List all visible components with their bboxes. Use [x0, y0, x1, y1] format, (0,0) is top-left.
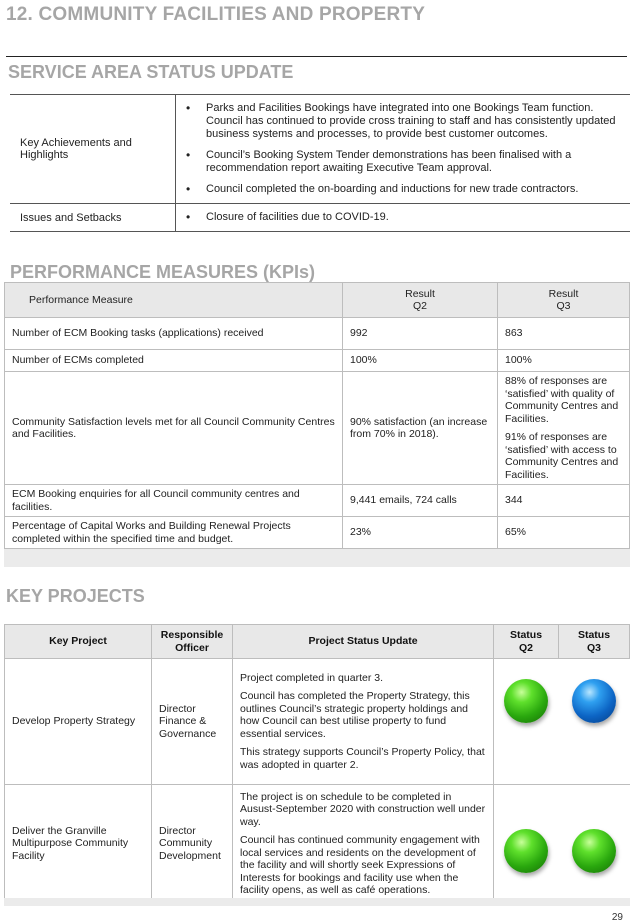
status-q3-cell: [559, 785, 630, 903]
list-item: • Council completed the on-boarding and inductions for new trade contractors.: [206, 183, 620, 196]
service-area-title: SERVICE AREA STATUS UPDATE: [8, 62, 294, 82]
list-item: • Parks and Facilities Bookings have integrated into one Bookings Team function. Council has continued to provide cross training to staff and has consistently updated business systems and processes, to provide best customer outcomes.: [206, 102, 620, 141]
table-cell: 992: [343, 318, 498, 350]
header-line: Q3: [556, 300, 571, 312]
project-name: Deliver the Granville Multipurpose Community Facility: [5, 785, 152, 903]
column-header: Project Status Update: [233, 625, 494, 659]
table-row: [10, 204, 630, 232]
officer-line: Director: [159, 702, 196, 715]
table-cell: 100%: [343, 350, 498, 372]
header-line: Responsible: [160, 629, 224, 641]
table-cell: 65%: [498, 517, 630, 549]
cell-paragraph: Council has continued community engagement with local services and residents on the development of the facility and will shortly seek Expressions of Interests for bookings and facility use when the facility opens, as well as café operations.: [240, 834, 480, 896]
cell-paragraph: Council has completed the Property Strategy, this outlines Council’s strategic property holdings and how Council can best utilise property to fund essential services.: [240, 690, 470, 740]
cell-paragraph: 88% of responses are ‘satisfied’ with quality of Community Centres and Facilities.: [505, 375, 619, 425]
list-item: • Closure of facilities due to COVID-19.: [206, 211, 620, 224]
table-cell: ECM Booking enquiries for all Council community centres and facilities.: [5, 485, 343, 517]
kpi-table: [4, 282, 630, 567]
row-label: Key Achievements and Highlights: [10, 95, 176, 204]
table-row: [5, 659, 630, 785]
header-line: Status: [577, 629, 611, 641]
row-content: [176, 204, 631, 232]
table-row: [5, 485, 630, 517]
column-header: [152, 625, 233, 659]
list-item: • Council’s Booking System Tender demonstrations has been finalised with a recommendation report awaiting Executive Team approval.: [206, 149, 620, 175]
bullet-list: [186, 211, 620, 224]
officer-line: Director: [159, 824, 196, 837]
status-q3-cell: [559, 659, 630, 785]
table-cell: Number of ECM Booking tasks (applications) received: [5, 318, 343, 350]
table-cell: 9,441 emails, 724 calls: [343, 485, 498, 517]
table-row: [5, 318, 630, 350]
footer-band: [4, 898, 630, 906]
header-line: Status: [509, 629, 543, 641]
column-header: [498, 283, 630, 318]
table-row: [5, 372, 630, 485]
row-label: Issues and Setbacks: [10, 204, 176, 232]
table-cell: 863: [498, 318, 630, 350]
cell-paragraph: 91% of responses are ‘satisfied’ with access to Community Centres and Facilities.: [505, 431, 619, 481]
key-projects-table: [4, 624, 630, 903]
table-footer-band: [5, 549, 630, 567]
header-line: Result: [548, 287, 579, 300]
table-cell: [498, 372, 630, 485]
table-cell: 23%: [343, 517, 498, 549]
cell-paragraph: Project completed in quarter 3.: [240, 671, 383, 684]
officer-line: Governance: [159, 727, 217, 740]
cell-paragraph: The project is on schedule to be completed in Ausust-September 2020 with construction well under way.: [240, 790, 486, 828]
column-header: [559, 625, 630, 659]
project-name: Develop Property Strategy: [5, 659, 152, 785]
header-line: Q2: [518, 641, 533, 654]
table-cell: 100%: [498, 350, 630, 372]
title-divider: [6, 56, 627, 57]
table-header-row: [5, 283, 630, 318]
status-update: [233, 785, 494, 903]
table-row: [10, 95, 630, 204]
table-cell: 344: [498, 485, 630, 517]
page-number: 29: [611, 912, 623, 923]
responsible-officer: [152, 659, 233, 785]
table-cell: Number of ECMs completed: [5, 350, 343, 372]
status-green-icon: [504, 829, 548, 873]
table-cell: 90% satisfaction (an increase from 70% in 2018).: [343, 372, 498, 485]
status-update: [233, 659, 494, 785]
row-content: [176, 95, 631, 204]
table-cell: Community Satisfaction levels met for all Council Community Centres and Facilities.: [5, 372, 343, 485]
kpi-title: PERFORMANCE MEASURES (KPIs): [10, 262, 316, 282]
table-row: [5, 785, 630, 903]
key-projects-title: KEY PROJECTS: [6, 586, 145, 606]
cell-paragraph: This strategy supports Council’s Property Policy, that was adopted in quarter 2.: [240, 746, 485, 771]
officer-line: Community: [159, 837, 213, 850]
bullet-list: [186, 102, 620, 196]
header-line: Officer: [175, 641, 209, 654]
status-green-icon: [504, 679, 548, 723]
officer-line: Finance &: [159, 715, 207, 728]
header-line: Result: [405, 287, 435, 300]
status-green-icon: [572, 829, 616, 873]
table-cell: Percentage of Capital Works and Building Renewal Projects completed within the specified time and budget.: [5, 517, 343, 549]
column-header: Key Project: [5, 625, 152, 659]
status-q2-cell: [494, 785, 559, 903]
status-q2-cell: [494, 659, 559, 785]
responsible-officer: [152, 785, 233, 903]
column-header: Performance Measure: [5, 283, 343, 318]
header-line: Q2: [412, 300, 427, 312]
page-title: 12. COMMUNITY FACILITIES AND PROPERTY: [6, 4, 426, 25]
officer-line: Development: [159, 849, 221, 862]
footer-band: [5, 549, 630, 567]
table-header-row: [5, 625, 630, 659]
table-row: [5, 517, 630, 549]
column-header: [494, 625, 559, 659]
table-row: [5, 350, 630, 372]
column-header: [343, 283, 498, 318]
header-line: Q3: [586, 641, 601, 654]
service-area-table: [10, 94, 630, 232]
status-blue-icon: [572, 679, 616, 723]
